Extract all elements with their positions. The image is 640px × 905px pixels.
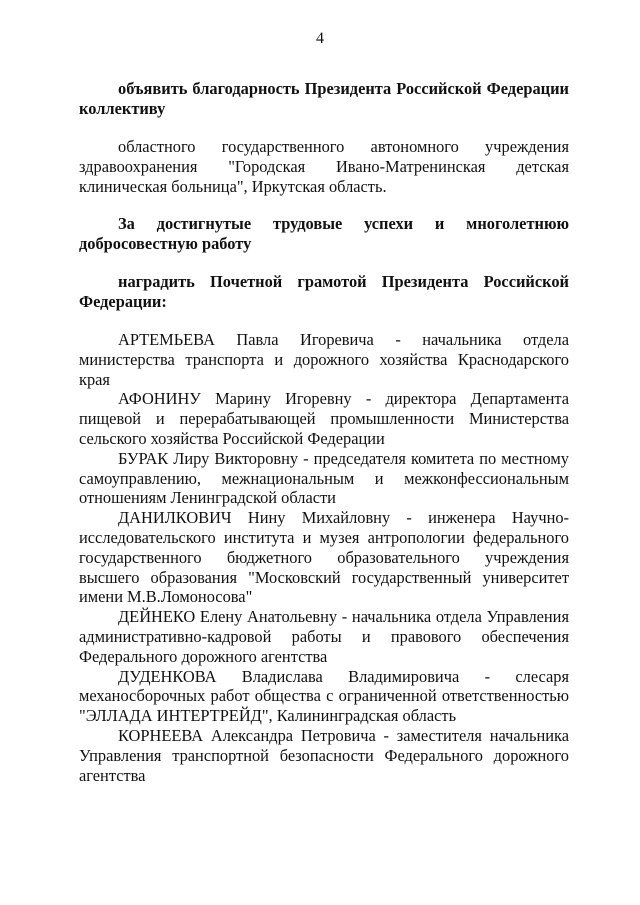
- awardee-list: [79, 330, 569, 785]
- awardee-paragraph: ДЕЙНЕКО Елену Анатольевну - начальника отдела Управления административно-кадровой работы и правового обеспечения Федерального дорожного агентства: [79, 607, 569, 666]
- awardee-paragraph: ДУДЕНКОВА Владислава Владимировича - слесаря механосборочных работ общества с ограниченной ответственностью "ЭЛЛАДА ИНТЕРТРЕЙД", Калининградская область: [79, 666, 569, 726]
- heading-achievements: За достигнутые трудовые успехи и многолетнюю добросовестную работу: [79, 214, 569, 253]
- awardee-paragraph: АРТЕМЬЕВА Павла Игоревича - начальника отдела министерства транспорта и дорожного хозяйства Краснодарского края: [79, 330, 569, 389]
- heading-award: наградить Почетной грамотой Президента Российской Федерации:: [79, 272, 569, 311]
- awardee-paragraph: БУРАК Лиру Викторовну - председателя комитета по местному самоуправлению, межнациональным и межконфессиональным отношениям Ленинградской области: [79, 448, 569, 508]
- collective-paragraph: областного государственного автономного учреждения здравоохранения "Городская Ивано-Матренинская детская клиническая больница", Иркутская область.: [79, 137, 569, 196]
- page-number: 4: [316, 30, 324, 47]
- awardee-paragraph: ДАНИЛКОВИЧ Нину Михайловну - инженера Научно-исследовательского института и музея антропологии федерального государственного бюджетного образовательного учреждения высшего образования "Московский государственный университет имени М.В.Ломоносова": [79, 508, 569, 607]
- awardee-paragraph: КОРНЕЕВА Александра Петровича - заместителя начальника Управления транспортной безопасности Федерального дорожного агентства: [79, 725, 569, 785]
- heading-gratitude: объявить благодарность Президента Российской Федерации коллективу: [79, 79, 569, 118]
- awardee-paragraph: АФОНИНУ Марину Игоревну - директора Департамента пищевой и перерабатывающей промышленности Министерства сельского хозяйства Российской Федерации: [79, 389, 569, 448]
